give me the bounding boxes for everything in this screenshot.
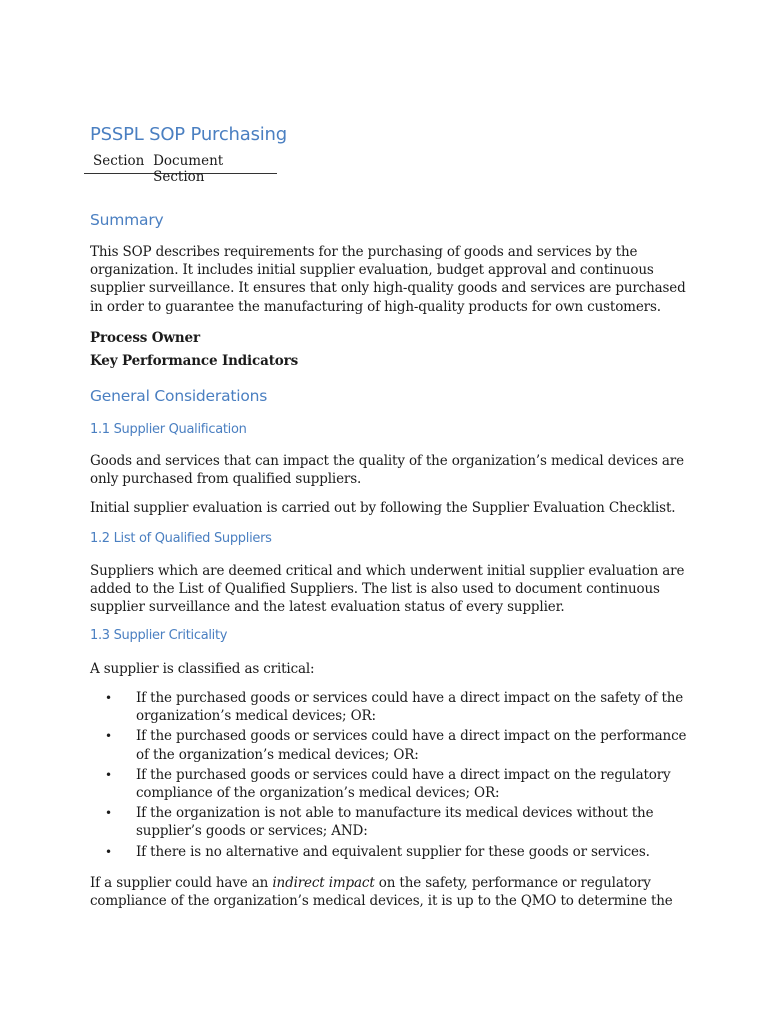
summary-text: This SOP describes requirements for the purchasing of goods and services by the organization. It includes initial supplier evaluation, budget approval and continuous supplier surveillance. It ensures that only high-quality goods and services are purchased in order to guarantee the manufacturing of high-quality products for own customers.: [90, 244, 686, 315]
supplier-qualification-heading: 1.1 Supplier Qualification: [90, 422, 247, 437]
kpi-label: Key Performance Indicators: [90, 353, 299, 369]
list-item: [90, 804, 690, 840]
list-item-text: If the purchased goods or services could have a direct impact on the safety of the organization’s medical devices; OR:: [136, 690, 684, 725]
section-field: [84, 150, 277, 185]
bullet-icon: •: [105, 729, 112, 744]
list-item: [90, 689, 690, 725]
list-item-text: If the purchased goods or services could have a direct impact on the performance of the organization’s medical devices; OR:: [136, 728, 687, 763]
qualified-suppliers-heading: 1.2 List of Qualified Suppliers: [90, 531, 272, 546]
section-label: Section: [93, 153, 145, 169]
general-considerations-heading: General Considerations: [90, 387, 268, 405]
supplier-criticality-heading: 1.3 Supplier Criticality: [90, 628, 228, 643]
list-item: [90, 766, 690, 802]
bullet-icon: •: [105, 806, 112, 821]
bullet-icon: •: [105, 691, 112, 705]
document-title: PSSPL SOP Purchasing: [90, 124, 287, 145]
closing-text-start: If a supplier could have an: [90, 875, 273, 891]
section-value: Document Section: [153, 153, 224, 185]
criticality-closing-paragraph: [90, 874, 690, 910]
criticality-criteria-list: [90, 689, 690, 863]
supplier-qualification-paragraph-1: Goods and services that can impact the quality of the organization’s medical devices are only purchased from qualified suppliers.: [90, 453, 684, 488]
qualified-suppliers-paragraph: Suppliers which are deemed critical and which underwent initial supplier evaluation are added to the List of Qualified Suppliers. The list is also used to document continuous supplier surveillance and the latest evaluation status of every supplier.: [90, 563, 685, 616]
closing-text-emphasis: indirect impact: [272, 875, 375, 891]
bullet-icon: •: [105, 844, 112, 859]
summary-heading: Summary: [90, 211, 164, 229]
list-item: [90, 727, 690, 763]
list-item-text: If the purchased goods or services could have a direct impact on the regulatory compliance of the organization’s medical devices; OR:: [136, 766, 671, 802]
list-item: [90, 843, 690, 861]
closing-text-end: on the safety, performance or regulatory compliance of the organization’s medical devices, it is up to the QMO to determine the: [90, 875, 673, 910]
supplier-qualification-paragraph-2: Initial supplier evaluation is carried out by following the Supplier Evaluation Checklist.: [90, 500, 676, 516]
list-item-text: If there is no alternative and equivalent supplier for these goods or services.: [136, 843, 650, 860]
bullet-icon: •: [105, 767, 112, 782]
process-owner-label: Process Owner: [90, 330, 200, 346]
list-item-text: If the organization is not able to manufacture its medical devices without the supplier’s goods or services; AND:: [136, 805, 654, 840]
supplier-criticality-intro: A supplier is classified as critical:: [90, 661, 315, 677]
